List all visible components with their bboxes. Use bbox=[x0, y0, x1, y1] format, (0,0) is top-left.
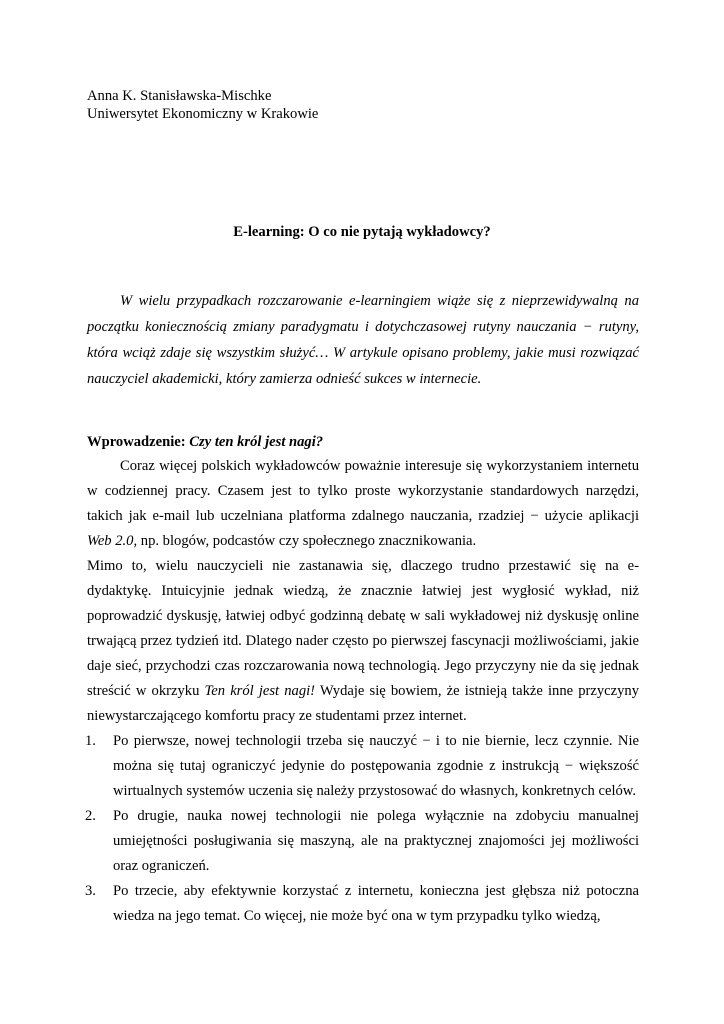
list-number: 3. bbox=[85, 883, 96, 899]
section-subtitle: Czy ten król jest nagi? bbox=[189, 434, 324, 450]
paragraph-1-text-b: , np. blogów, podcastów czy społecznego znacznikowania. bbox=[133, 533, 477, 549]
section-label: Wprowadzenie: bbox=[87, 434, 186, 450]
author-affiliation: Uniwersytet Ekonomiczny w Krakowie bbox=[87, 106, 319, 122]
abstract: W wielu przypadkach rozczarowanie e-learningiem wiąże się z nieprzewidywalną na początku koniecznością zmiany paradygmatu i dotychczasowej rutyny nauczania − rutyny, która wciąż zdaje się wszystkim służyć… W artykule opisano problemy, jakie musi rozwiązać nauczyciel akademicki, który zamierza odnieść sukces w internecie. bbox=[87, 293, 639, 387]
list-item-text: Po drugie, nauka nowej technologii nie polega wyłącznie na zdobyciu manualnej umiejętności posługiwania się maszyną, ale na praktycznej znajomości jej możliwości oraz ograniczeń. bbox=[113, 808, 639, 874]
paragraph-1 bbox=[87, 454, 639, 554]
list-number: 1. bbox=[85, 733, 96, 749]
list-item bbox=[87, 804, 639, 879]
body-text bbox=[87, 454, 639, 929]
list-item-text: Po trzecie, aby efektywnie korzystać z internetu, konieczna jest głębsza niż potoczna wiedza na jego temat. Co więcej, nie może być ona w tym przypadku tylko wiedzą, bbox=[113, 883, 639, 924]
paragraph-2-text-b: Wydaje się bowiem, że istnieją także inne przyczyny niewystarczającego komfortu pracy ze studentami przez internet. bbox=[87, 683, 639, 724]
author-block bbox=[87, 87, 318, 123]
author-name: Anna K. Stanisławska-Mischke bbox=[87, 88, 272, 104]
list-item-text: Po pierwsze, nowej technologii trzeba się nauczyć − i to nie biernie, lecz czynnie. Nie można się tutaj ograniczyć jedynie do postępowania zgodnie z instrukcją − większość wirtualnych systemów uczenia się należy przystosować do własnych, konkretnych celów. bbox=[113, 733, 639, 799]
numbered-list bbox=[87, 729, 639, 929]
paragraph-2-text-a: Mimo to, wielu nauczycieli nie zastanawia się, dlaczego trudno przestawić się na e-dydaktykę. Intuicyjnie jednak wiedzą, że znacznie łatwiej jest wygłosić wykład, niż poprowadzić dyskusję, łatwiej odbyć godzinną debatę w sali wykładowej niż dyskusję online trwającą przez tydzień itd. Dlatego nader często po pierwszej fascynacji możliwościami, jakie daje sieć, przychodzi czas rozczarowania nową technologią. Jego przyczyny nie da się jednak streścić w okrzyku bbox=[87, 558, 639, 699]
paragraph-1-text-a: Coraz więcej polskich wykładowców poważnie interesuje się wykorzystaniem internetu w codziennej pracy. Czasem jest to tylko proste wykorzystanie standardowych narzędzi, takich jak e-mail lub uczelniana platforma zdalnego nauczania, rzadziej − użycie aplikacji bbox=[87, 458, 639, 524]
paragraph-2 bbox=[87, 554, 639, 729]
paragraph-1-term: Web 2.0 bbox=[87, 533, 134, 549]
list-item bbox=[87, 729, 639, 804]
list-number: 2. bbox=[85, 808, 96, 824]
section-heading bbox=[87, 432, 323, 452]
article-title: E-learning: O co nie pytają wykładowcy? bbox=[233, 224, 491, 240]
paragraph-2-quote: Ten król jest nagi! bbox=[204, 683, 316, 699]
list-item bbox=[87, 879, 639, 929]
